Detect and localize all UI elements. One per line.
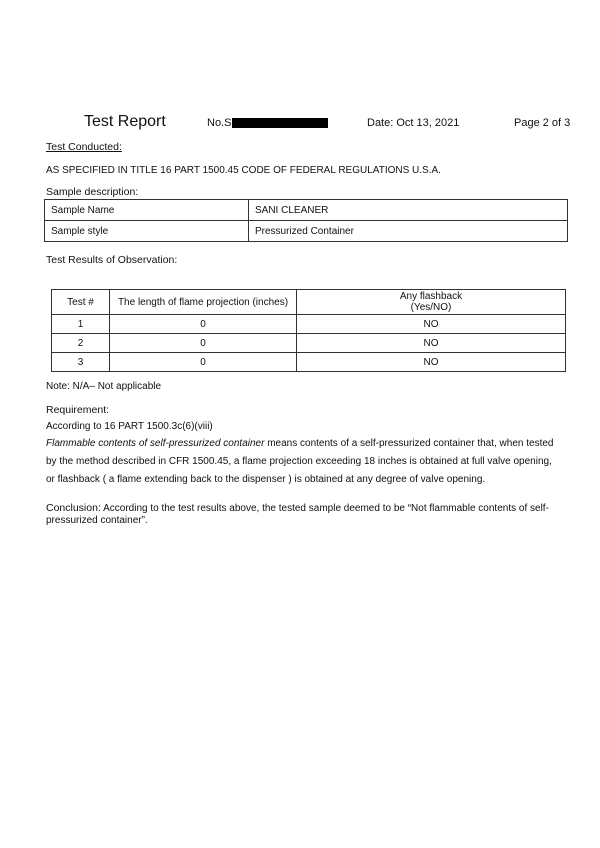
conclusion-label: Conclusion: [46,502,101,514]
col-test-header: Test # [52,290,110,315]
results-heading: Test Results of Observation: [46,254,178,266]
table-row [45,200,568,221]
sample-description-heading: Sample description: [46,186,139,198]
flashback-value: NO [297,315,566,334]
note-text: Note: N/A– Not applicable [46,381,162,392]
results-header-row [52,290,566,315]
requirement-definition: means contents of a self-pressurized container that, when tested by the method described in CFR 1500.45, a flame projection exceeding 18 inches is obtained at full valve opening, or flashback ( a flame extending back to the dispenser ) is obtained at any degree of valve opening. [46,438,554,485]
flashback-value: NO [297,353,566,372]
sample-value: Pressurized Container [249,221,568,242]
redaction-bar [232,118,328,128]
requirement-heading: Requirement: [46,404,110,416]
test-number: 2 [52,334,110,353]
table-row [52,334,566,353]
test-conducted-heading: Test Conducted: [46,141,122,153]
flame-length: 0 [110,334,297,353]
page-number: Page 2 of 3 [514,117,571,129]
col-length-header: The length of flame projection (inches) [110,290,297,315]
sample-table [44,199,568,242]
test-number: 3 [52,353,110,372]
table-row [52,353,566,372]
flame-length: 0 [110,353,297,372]
flame-length: 0 [110,315,297,334]
report-title: Test Report [84,113,166,130]
requirement-paragraph [46,435,556,489]
report-number [207,117,328,129]
conclusion-text: According to the test results above, the tested sample deemed to be “Not flammable contents of self-pressurized container”. [46,503,549,526]
sample-label: Sample Name [45,200,249,221]
flashback-value: NO [297,334,566,353]
sample-label: Sample style [45,221,249,242]
table-row [52,315,566,334]
col-flashback-header-line2: (Yes/NO) [410,302,452,313]
conclusion-paragraph [46,502,566,527]
test-conducted-text: AS SPECIFIED IN TITLE 16 PART 1500.45 CODE OF FEDERAL REGULATIONS U.S.A. [46,165,441,176]
requirement-term: Flammable contents of self-pressurized container [46,438,265,449]
col-flashback-header [297,290,566,315]
report-number-prefix: No.S [207,117,232,129]
requirement-reference: According to 16 PART 1500.3c(6)(viii) [46,421,213,432]
test-number: 1 [52,315,110,334]
table-row [45,221,568,242]
col-flashback-header-line1: Any flashback [399,291,463,302]
sample-value: SANI CLEANER [249,200,568,221]
report-date: Date: Oct 13, 2021 [367,117,460,129]
results-table [51,289,566,372]
